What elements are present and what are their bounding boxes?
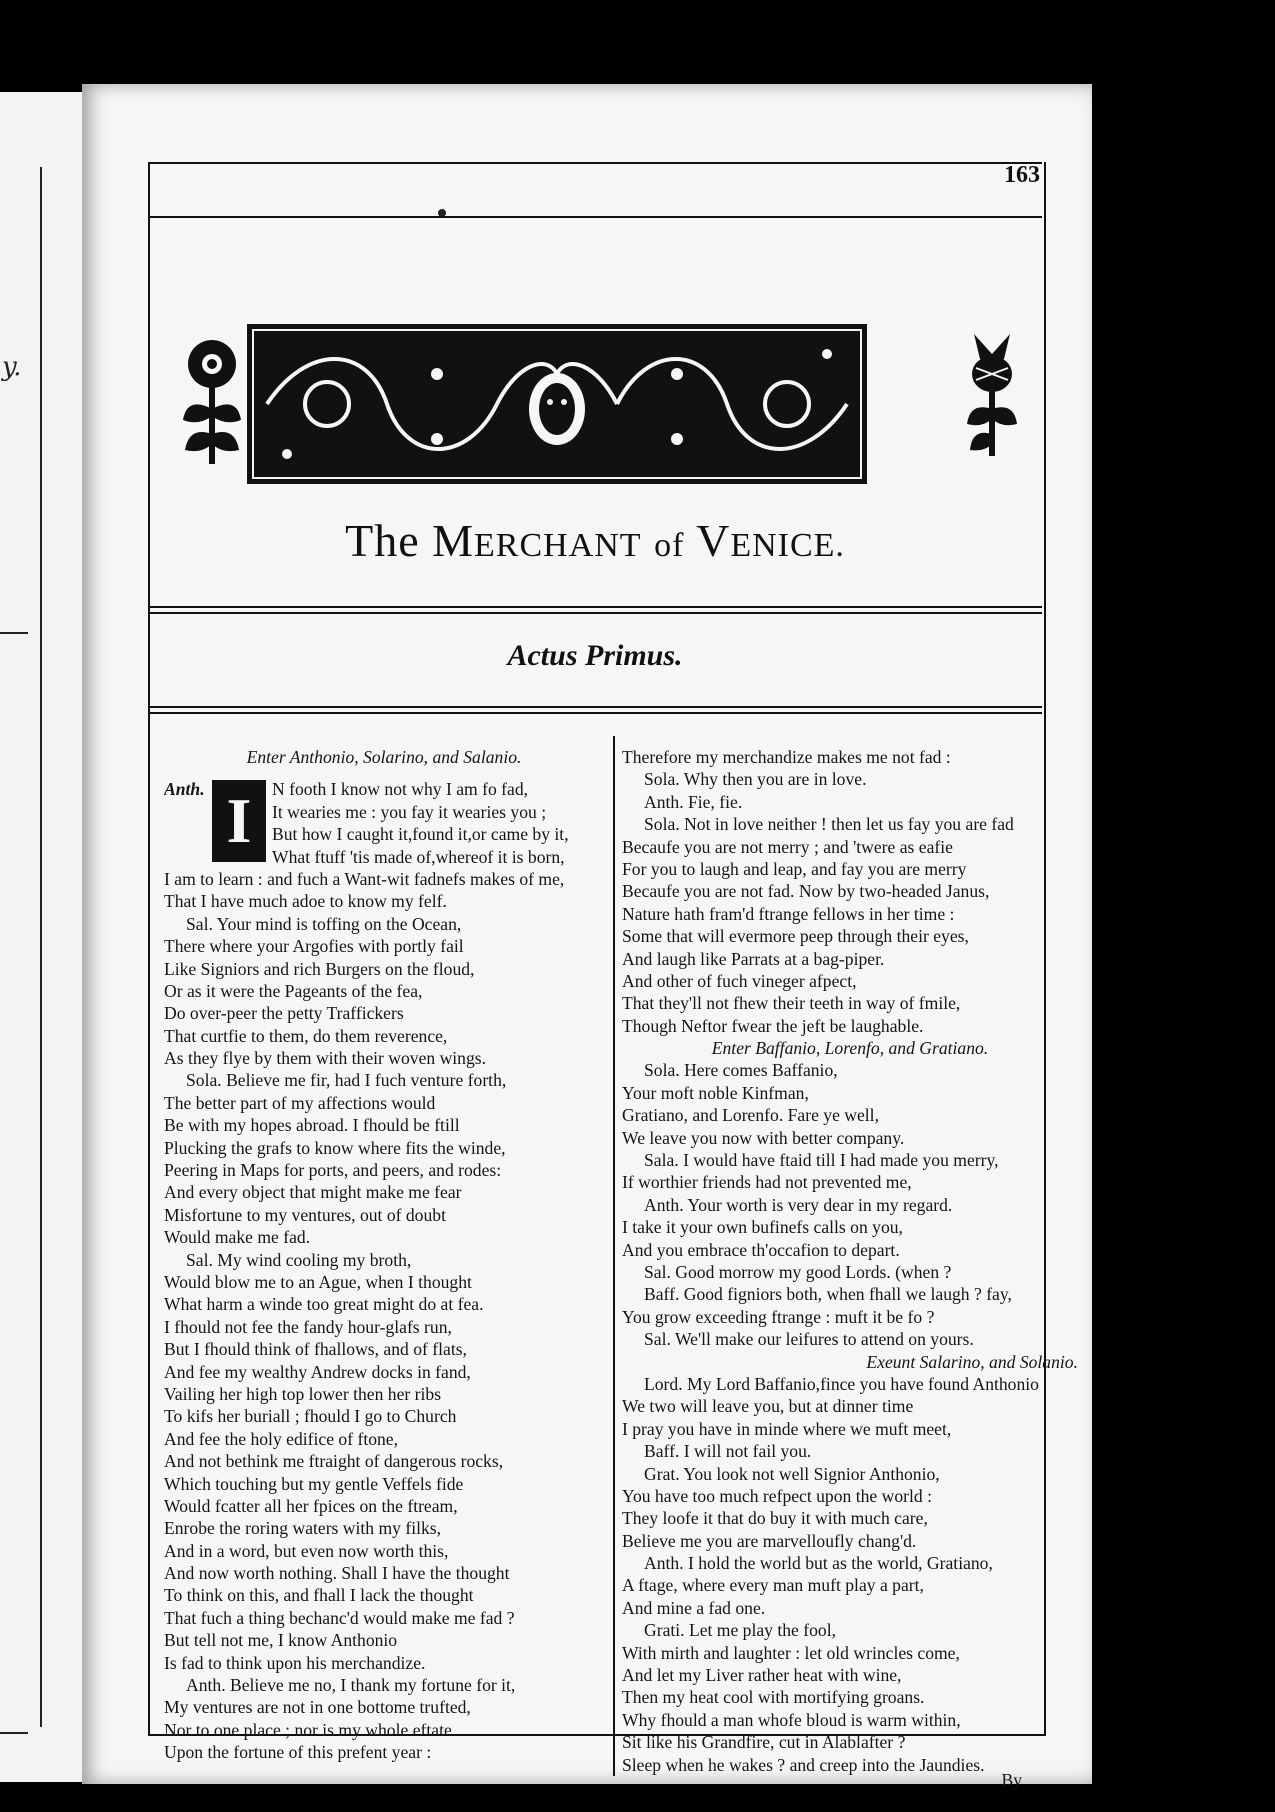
verse-line: Sala. I would have ftaid till I had made you merry, — [644, 1150, 999, 1171]
verse-line: Nature hath fram'd ftrange fellows in her time : — [622, 903, 955, 924]
verse-line: Baff. Good figniors both, when fhall we laugh ? fay, — [644, 1284, 1012, 1305]
verse-line: I take it your own bufinefs calls on you, — [622, 1217, 903, 1238]
verse-line: Would make me fad. — [164, 1227, 311, 1248]
verse-line: They loofe it that do buy it with much care, — [622, 1508, 928, 1529]
verse-line: Would fcatter all her fpices on the ftream, — [164, 1495, 458, 1516]
title-word: The — [345, 515, 420, 566]
facing-page-tick — [0, 632, 28, 634]
verse-line: Enter Baffanio, Lorenfo, and Gratiano. — [711, 1038, 989, 1059]
verse-line: And not bethink me ftraight of dangerous rocks, — [164, 1451, 504, 1472]
verse-line: That I have much adoe to know my felf. — [164, 891, 447, 912]
verse-line: Becaufe you are not merry ; and 'twere as eafie — [622, 836, 953, 857]
rose-ornament-icon — [177, 334, 247, 469]
verse-line: But how I caught it,found it,or came by it, — [272, 824, 569, 845]
verse-line: Nor to one place ; nor is my whole eftate — [164, 1719, 452, 1740]
verse-line: Sola. Here comes Baffanio, — [644, 1060, 838, 1081]
verse-line: Grat. You look not well Signior Anthonio, — [644, 1463, 940, 1484]
verse-line: And fee my wealthy Andrew docks in fand, — [164, 1361, 471, 1382]
verse-line: And other of fuch vineger afpect, — [622, 970, 857, 991]
verse-line: Or as it were the Pageants of the fea, — [164, 980, 423, 1001]
verse-line: There where your Argofies with portly fail — [164, 936, 464, 957]
right-text-column — [622, 746, 1078, 1776]
verse-line: Becaufe you are not fad. Now by two-headed Janus, — [622, 881, 990, 902]
verse-line: Some that will evermore peep through their eyes, — [622, 926, 969, 947]
verse-line: It wearies me : you fay it wearies you ; — [272, 801, 547, 822]
verse-line: Though Neftor fwear the jeft be laughable. — [622, 1015, 924, 1036]
verse-line: Anth. Your worth is very dear in my regard. — [644, 1194, 953, 1215]
verse-line: Believe me you are marvelloufly chang'd. — [622, 1530, 917, 1551]
verse-line: Sola. Why then you are in love. — [644, 769, 867, 790]
verse-line: Your moft noble Kinfman, — [622, 1082, 809, 1103]
catchword: By — [1001, 1770, 1022, 1790]
verse-line: You grow exceeding ftrange : muft it be fo ? — [622, 1306, 935, 1327]
play-title — [148, 514, 1042, 567]
verse-line: Why fhould a man whofe bloud is warm within, — [622, 1709, 961, 1730]
stage-direction: Enter Anthonio, Solarino, and Salanio. — [246, 747, 522, 767]
thistle-ornament-icon — [962, 324, 1022, 459]
verse-line: Anth. I hold the world but as the world, Gratiano, — [644, 1553, 993, 1574]
verse-line: N footh I know not why I am fo fad, — [272, 779, 529, 800]
act-heading: Actus Primus. — [507, 639, 683, 672]
verse-line: What harm a winde too great might do at fea. — [164, 1294, 484, 1315]
title-rule-1 — [148, 606, 1042, 608]
verse-line: Plucking the grafs to know where fits the winde, — [164, 1137, 506, 1158]
verse-line: Peering in Maps for ports, and peers, and rodes: — [164, 1160, 502, 1181]
verse-line: And now worth nothing. Shall I have the thought — [164, 1563, 510, 1584]
verse-line: To kifs her buriall ; fhould I go to Church — [164, 1406, 457, 1427]
act-rule-2 — [148, 712, 1042, 714]
verse-line: We leave you now with better company. — [622, 1127, 905, 1148]
speaker-label: Anth. — [164, 779, 205, 800]
verse-line: Sal. My wind cooling my broth, — [186, 1249, 412, 1270]
verse-line: And every object that might make me fear — [164, 1182, 462, 1203]
facing-page-mark: y. — [2, 352, 22, 382]
title-initial: M — [432, 515, 475, 566]
verse-line: And let my Liver rather heat with wine, — [622, 1665, 902, 1686]
verse-line: My ventures are not in one bottome trufted, — [164, 1697, 471, 1718]
verse-line: Sola. Not in love neither ! then let us fay you are fad — [644, 814, 1014, 835]
facing-page-tick — [0, 1732, 28, 1734]
right-verse-lines — [622, 746, 1078, 1776]
verse-line: Sola. Believe me fir, had I fuch venture forth, — [186, 1070, 507, 1091]
verse-line: Baff. I will not fail you. — [644, 1441, 812, 1462]
verse-line: Would blow me to an Ague, when I thought — [164, 1271, 472, 1292]
verse-line: Sleep when he wakes ? and creep into the Jaundies. — [622, 1754, 985, 1775]
title-rule-2 — [148, 612, 1042, 614]
verse-line: And fee the holy edifice of ftone, — [164, 1428, 399, 1449]
verse-line: Gratiano, and Lorenfo. Fare ye well, — [622, 1105, 879, 1126]
verse-line: I am to learn : and fuch a Want-wit fadnefs makes of me, — [164, 868, 565, 889]
title-word: of — [654, 527, 685, 564]
title-word: ENICE. — [730, 527, 845, 564]
verse-line: With mirth and laughter : let old wrincles come, — [622, 1642, 960, 1663]
verse-line: That fuch a thing bechanc'd would make me fad ? — [164, 1607, 515, 1628]
verse-line: Grati. Let me play the fool, — [644, 1620, 837, 1641]
verse-line: Be with my hopes abroad. I fhould be ftill — [164, 1115, 460, 1136]
decorative-headpiece — [247, 324, 867, 484]
verse-line: As they flye by them with their woven wings. — [164, 1048, 487, 1069]
verse-line: Therefore my merchandize makes me not fad : — [622, 747, 951, 767]
verse-line: Do over-peer the petty Traffickers — [164, 1003, 404, 1024]
verse-line: What ftuff 'tis made of,whereof it is born, — [272, 846, 565, 867]
left-text-column — [164, 746, 604, 1764]
verse-line: Sal. Your mind is toffing on the Ocean, — [186, 913, 462, 934]
drop-cap: I — [212, 780, 266, 862]
verse-line: And laugh like Parrats at a bag-piper. — [622, 948, 885, 969]
header-rule — [148, 216, 1042, 218]
verse-line: Lord. My Lord Baffanio,fince you have found Anthonio — [644, 1373, 1039, 1394]
page-number: 163 — [1004, 162, 1040, 188]
verse-line: To think on this, and fhall I lack the thought — [164, 1585, 474, 1606]
left-verse-lines — [164, 868, 604, 1764]
opening-block — [164, 778, 604, 868]
facing-page-edge — [0, 92, 84, 1782]
title-initial: V — [696, 515, 731, 566]
verse-line: You have too much refpect upon the world : — [622, 1485, 932, 1506]
verse-line: Enrobe the roring waters with my filks, — [164, 1518, 442, 1539]
verse-line: Sal. Good morrow my good Lords. (when ? — [644, 1261, 952, 1282]
verse-line: That curtfie to them, do them reverence, — [164, 1025, 448, 1046]
title-word: ERCHANT — [474, 527, 642, 564]
verse-line: The better part of my affections would — [164, 1092, 436, 1113]
verse-line: And you embrace th'occafion to depart. — [622, 1239, 900, 1260]
facing-page-rule — [40, 167, 42, 1727]
column-divider — [613, 736, 615, 1776]
verse-line: I fhould not fee the fandy hour-glafs run, — [164, 1316, 452, 1337]
verse-line: But I fhould think of fhallows, and of flats, — [164, 1339, 467, 1360]
verse-line: Sit like his Grandfire, cut in Alablafter ? — [622, 1732, 906, 1753]
verse-line: Like Signiors and rich Burgers on the floud, — [164, 958, 475, 979]
verse-line: Anth. Fie, fie. — [644, 791, 743, 812]
verse-line: That they'll not fhew their teeth in way of fmile, — [622, 993, 961, 1014]
verse-line: A ftage, where every man muft play a part, — [622, 1575, 924, 1596]
verse-line: I pray you have in minde where we muft meet, — [622, 1418, 952, 1439]
verse-line: Then my heat cool with mortifying groans. — [622, 1687, 925, 1708]
verse-line: Exeunt Salarino, and Solanio. — [866, 1351, 1078, 1372]
verse-line: Vailing her high top lower then her ribs — [164, 1383, 442, 1404]
verse-line: Which touching but my gentle Veffels fide — [164, 1473, 464, 1494]
verse-line: Anth. Believe me no, I thank my fortune for it, — [186, 1675, 516, 1696]
verse-line: We two will leave you, but at dinner time — [622, 1396, 914, 1417]
verse-line: For you to laugh and leap, and fay you are merry — [622, 858, 967, 879]
book-page — [82, 84, 1092, 1790]
verse-line: Is fad to think upon his merchandize. — [164, 1652, 426, 1673]
verse-line: If worthier friends had not prevented me, — [622, 1172, 912, 1193]
verse-line: Sal. We'll make our leifures to attend on yours. — [644, 1329, 974, 1350]
verse-line: Misfortune to my ventures, out of doubt — [164, 1204, 446, 1225]
verse-line: And in a word, but even now worth this, — [164, 1540, 449, 1561]
verse-line: But tell not me, I know Anthonio — [164, 1630, 398, 1651]
act-rule-1 — [148, 706, 1042, 708]
verse-line: Upon the fortune of this prefent year : — [164, 1742, 432, 1763]
verse-line: And mine a fad one. — [622, 1597, 766, 1618]
